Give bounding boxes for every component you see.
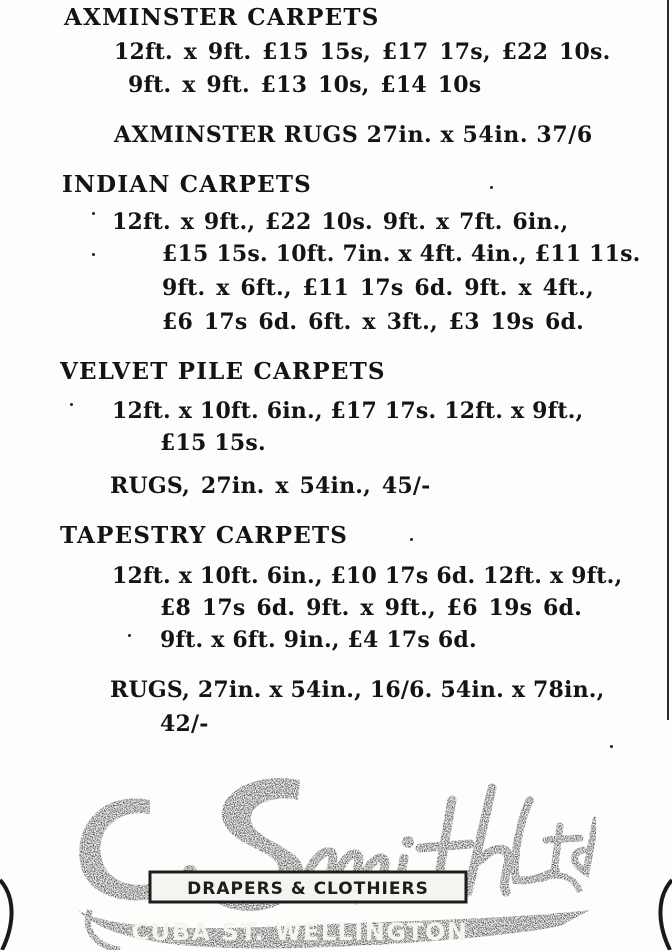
indian-prices-line-4: £6 17s 6d. 6ft. x 3ft., £3 19s 6d. bbox=[162, 309, 584, 335]
tapestry-prices-line-3: 9ft. x 6ft. 9in., £4 17s 6d. bbox=[160, 627, 477, 653]
logo-i-dot bbox=[402, 836, 414, 848]
logo-letter-h bbox=[468, 788, 509, 892]
heading-velvet-pile-carpets: VELVET PILE CARPETS bbox=[60, 358, 386, 385]
print-speck bbox=[92, 212, 95, 215]
company-logo bbox=[0, 760, 672, 950]
logo-curl bbox=[540, 876, 580, 892]
indian-prices-line-1: 12ft. x 9ft., £22 10s. 9ft. x 7ft. 6in., bbox=[112, 209, 569, 235]
print-speck bbox=[128, 634, 131, 637]
tapestry-prices-line-1: 12ft. x 10ft. 6in., £10 17s 6d. 12ft. x 9ft., bbox=[112, 563, 623, 589]
indian-prices-line-2: £15 15s. 10ft. 7in. x 4ft. 4in., £11 11s. bbox=[162, 241, 641, 267]
velvet-prices-line-2: £15 15s. bbox=[160, 430, 266, 456]
print-speck bbox=[490, 186, 493, 189]
print-speck bbox=[410, 538, 413, 541]
velvet-prices-line-1: 12ft. x 10ft. 6in., £17 17s. 12ft. x 9ft., bbox=[112, 398, 584, 424]
print-speck bbox=[92, 253, 95, 256]
heading-axminster-rugs: AXMINSTER RUGS 27in. x 54in. 37/6 bbox=[114, 122, 593, 148]
tapestry-rugs-line-1: RUGS, 27in. x 54in., 16/6. 54in. x 78in., bbox=[110, 677, 605, 703]
logo-address: CUBA ST. WELLINGTON bbox=[131, 918, 469, 946]
axminster-prices-line-2: 9ft. x 9ft. £13 10s, £14 10s bbox=[128, 72, 482, 98]
heading-axminster-carpets: AXMINSTER CARPETS bbox=[64, 4, 380, 31]
tapestry-rugs-line-2: 42/- bbox=[160, 711, 209, 737]
right-flourish bbox=[660, 880, 672, 950]
heading-tapestry-carpets: TAPESTRY CARPETS bbox=[60, 522, 349, 549]
right-border-rule bbox=[667, 0, 669, 720]
logo-ltd-td bbox=[546, 820, 596, 872]
print-speck bbox=[70, 403, 73, 406]
left-flourish bbox=[0, 880, 12, 950]
velvet-rugs-line: RUGS, 27in. x 54in., 45/- bbox=[110, 473, 431, 499]
logo-tagline: DRAPERS & CLOTHIERS bbox=[187, 879, 429, 899]
heading-indian-carpets: INDIAN CARPETS bbox=[62, 171, 312, 198]
tapestry-prices-line-2: £8 17s 6d. 9ft. x 9ft., £6 19s 6d. bbox=[160, 595, 582, 621]
indian-prices-line-3: 9ft. x 6ft., £11 17s 6d. 9ft. x 4ft., bbox=[162, 275, 594, 301]
print-speck bbox=[610, 745, 613, 748]
axminster-prices-line-1: 12ft. x 9ft. £15 15s, £17 17s, £22 10s. bbox=[114, 39, 611, 65]
